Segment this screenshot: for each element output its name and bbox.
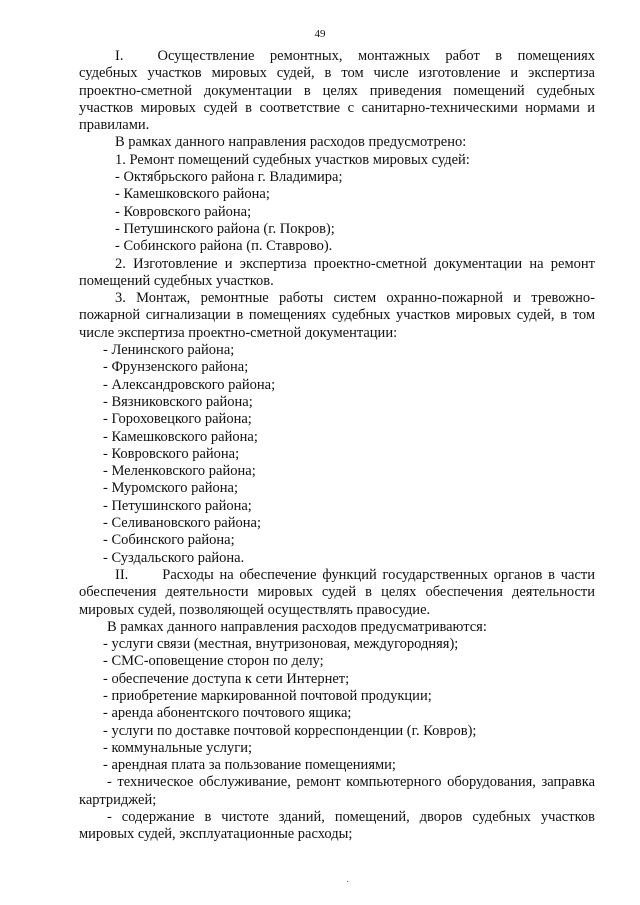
section-1-number: I. xyxy=(115,48,124,64)
list-item: - аренда абонентского почтового ящика; xyxy=(103,705,352,722)
list-item: - Ковровского района; xyxy=(115,203,252,220)
section-1-title: Осуществление ремонтных, монтажных работ в помещениях судебных участков мировых судей, в том числе изготовление и экспертиза проектно-сметной документации в целях приведения помещений судебных участков мировых судей в соответствие с санитарно-техническими нормами и правилами. xyxy=(79,48,595,134)
section-2-title: Расходы на обеспечение функций государственных органов в части обеспечения деятельности мировых судей в целях обеспечения деятельности мировых судей, позволяющей осуществлять правосудие. xyxy=(79,566,595,618)
list-item: - СМС-оповещение сторон по делу; xyxy=(103,653,324,670)
list-item: - Петушинского района; xyxy=(103,497,252,514)
list-item: - Селивановского района; xyxy=(103,515,261,532)
list-item: - техническое обслуживание, ремонт компьютерного оборудования, заправка картриджей; xyxy=(79,774,595,808)
list-item: - Гороховецкого района; xyxy=(103,411,252,428)
section-1-intro: В рамках данного направления расходов предусмотрено: xyxy=(115,134,467,151)
list-item: - Камешковского района; xyxy=(103,428,258,445)
list-item: - Александровского района; xyxy=(103,376,276,393)
document-body xyxy=(79,48,595,844)
list-item: - арендная плата за пользование помещениями; xyxy=(103,757,396,774)
section-1-heading xyxy=(79,48,595,134)
list-item: - Октябрьского района г. Владимира; xyxy=(115,169,343,186)
list-item: - услуги связи (местная, внутризоновая, междугородняя); xyxy=(103,636,459,653)
list-item: - Собинского района; xyxy=(103,532,235,549)
list-item: - обеспечение доступа к сети Интернет; xyxy=(103,670,350,687)
list-item: - приобретение маркированной почтовой продукции; xyxy=(103,687,432,704)
list-item: - Ковровского района; xyxy=(103,445,240,462)
section-2-number: II. xyxy=(115,566,129,583)
list-item: - коммунальные услуги; xyxy=(103,739,252,756)
item-2-text: 2. Изготовление и экспертиза проектно-сметной документации на ремонт помещений судебных участков. xyxy=(79,255,595,289)
page-number: 49 xyxy=(314,28,326,40)
section-2-intro: В рамках данного направления расходов предусматриваются: xyxy=(107,618,487,635)
list-item: - Собинского района (п. Ставрово). xyxy=(115,238,333,255)
list-item: - Муромского района; xyxy=(103,480,239,497)
list-item: - Петушинского района (г. Покров); xyxy=(115,220,335,237)
item-3-text: 3. Монтаж, ремонтные работы систем охранно-пожарной и тревожно-пожарной сигнализации в помещениях судебных участков мировых судей, в том числе экспертиза проектно-сметной документации: xyxy=(79,290,595,341)
list-item: - Меленковского района; xyxy=(103,463,256,480)
item-1-heading: 1. Ремонт помещений судебных участков мировых судей: xyxy=(115,151,470,168)
list-item: - Вязниковского района; xyxy=(103,393,253,410)
list-item: - Фрунзенского района; xyxy=(103,359,249,376)
section-2-heading xyxy=(79,567,595,619)
list-item: - услуги по доставке почтовой корреспонденции (г. Ковров); xyxy=(103,722,477,739)
scan-mark: ˙ xyxy=(346,880,350,891)
list-item: - содержание в чистоте зданий, помещений, дворов судебных участков мировых судей, эксплуатационные расходы; xyxy=(79,809,595,843)
list-item: - Ленинского района; xyxy=(103,342,235,359)
list-item: - Суздальского района. xyxy=(103,549,245,566)
list-item: - Камешковского района; xyxy=(115,186,270,203)
